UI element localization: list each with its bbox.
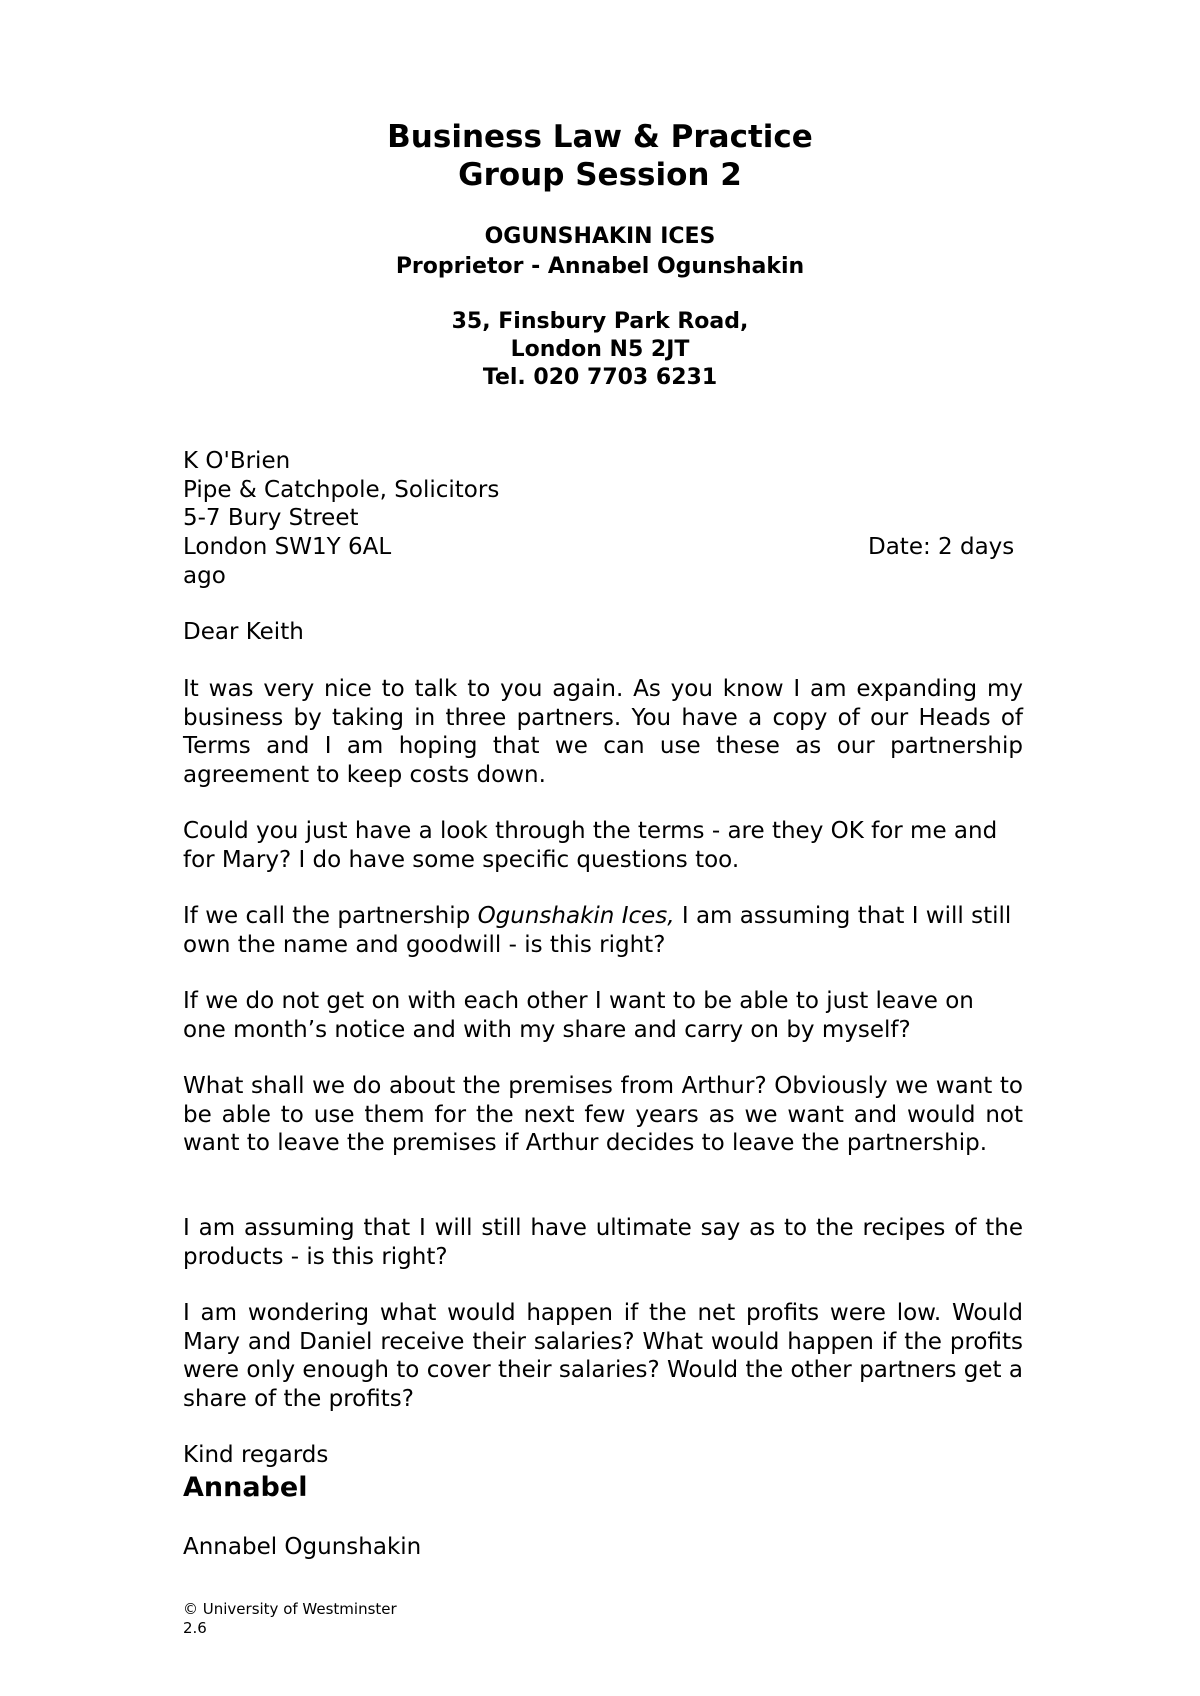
paragraph-7: I am wondering what would happen if the net profits were low. Would Mary and Daniel receive their salaries? What would happen if the profits were only enough to cover their salaries? Would the other partners get a share of the profits? [183, 1300, 1023, 1412]
salutation: Dear Keith [183, 619, 304, 645]
recipient-firm: Pipe & Catchpole, Solicitors [183, 476, 500, 503]
sender-address [0, 308, 1200, 392]
copyright-notice: © University of Westminster [183, 1600, 397, 1618]
paragraph-3-start: If we call the partnership [183, 903, 478, 929]
page-reference: 2.6 [183, 1619, 207, 1637]
letter-date-continuation: ago [183, 563, 226, 589]
paragraph-6: I am assuming that I will still have ultimate say as to the recipes of the products - is this right? [183, 1215, 1023, 1270]
business-name-italic: Ogunshakin Ices, [477, 903, 675, 929]
recipient-city: London SW1Y 6AL [183, 533, 392, 560]
company-name: OGUNSHAKIN ICES [484, 224, 716, 249]
paragraph-3-end: I am assuming that I will still own the name and goodwill - is this right? [183, 903, 1012, 958]
signed-name: Annabel Ogunshakin [183, 1534, 422, 1560]
paragraph-1: It was very nice to talk to you again. As you know I am expanding my business by taking in three partners. You have a copy of our Heads of Terms and I am hoping that we can use these as our partnership agreement to keep costs down. [183, 676, 1023, 788]
paragraph-4: If we do not get on with each other I want to be able to just leave on one month’s notice and with my share and carry on by myself? [183, 988, 974, 1043]
footer [183, 1600, 397, 1638]
address-line-2: London N5 2JT [510, 337, 690, 362]
recipient-street: 5-7 Bury Street [183, 505, 359, 531]
title-line-2: Group Session 2 [458, 157, 742, 193]
title-line-1: Business Law & Practice [387, 119, 813, 155]
document-title [0, 118, 1200, 194]
signature: Annabel [183, 1472, 308, 1503]
recipient-name: K O'Brien [183, 448, 291, 474]
paragraph-2: Could you just have a look through the terms - are they OK for me and for Mary? I do have some specific questions too. [183, 818, 998, 873]
address-line-1: 35, Finsbury Park Road, [451, 309, 749, 334]
letter-date: Date: 2 days [868, 534, 1015, 560]
paragraph-5: What shall we do about the premises from Arthur? Obviously we want to be able to use them for the next few years as we want and would not want to leave the premises if Arthur decides to leave the partnership. [183, 1073, 1023, 1156]
letterhead [0, 222, 1200, 282]
proprietor: Proprietor - Annabel Ogunshakin [395, 254, 805, 279]
closing: Kind regards [183, 1442, 329, 1468]
telephone: Tel. 020 7703 6231 [482, 365, 718, 390]
paragraph-3 [183, 902, 1023, 959]
